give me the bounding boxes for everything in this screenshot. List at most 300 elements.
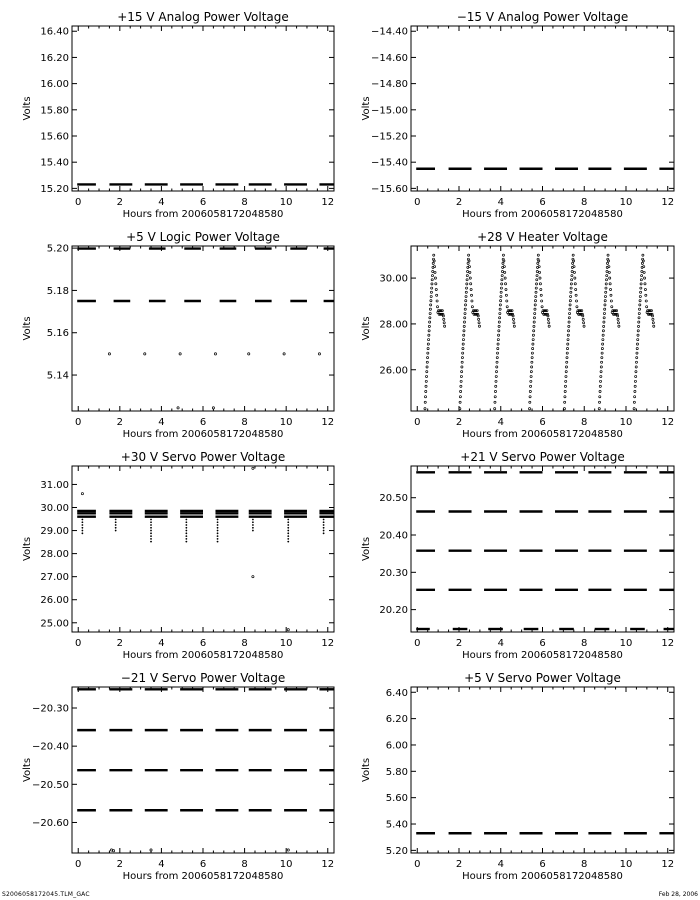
data-point: [600, 380, 602, 382]
y-tick-label: 16.40: [40, 26, 69, 38]
data-point: [541, 300, 543, 302]
data-point: [567, 339, 569, 341]
data-point: [501, 270, 503, 272]
data-point: [429, 312, 431, 314]
y-tick-label: 26.00: [40, 595, 69, 607]
data-point: [433, 260, 435, 262]
data-point: [564, 390, 566, 392]
plot-frame: [411, 246, 674, 411]
data-point: [531, 361, 533, 363]
data-point: [605, 291, 607, 293]
data-point: [465, 295, 467, 297]
data-point: [566, 357, 568, 359]
data-point: [536, 275, 538, 277]
data-point: [496, 366, 498, 368]
data-point: [478, 318, 480, 320]
y-tick-label: 28.00: [379, 319, 408, 331]
chart-panel-5: [22, 450, 334, 661]
x-tick-label: 4: [497, 417, 504, 428]
data-point: [424, 401, 426, 403]
data-point: [444, 325, 446, 327]
y-tick-label: −15.40: [370, 157, 408, 169]
data-point: [539, 277, 541, 279]
data-point: [532, 339, 534, 341]
data-point: [323, 532, 325, 534]
data-point: [425, 375, 427, 377]
data-point: [572, 262, 574, 264]
data-point: [636, 348, 638, 350]
data-point: [217, 538, 219, 540]
data-point: [428, 334, 430, 336]
y-tick-label: 27.00: [40, 572, 69, 584]
data-point: [599, 390, 601, 392]
data-point: [494, 408, 496, 410]
y-tick-label: 30.00: [379, 273, 408, 285]
y-tick-label: 5.14: [46, 370, 69, 382]
data-point: [634, 380, 636, 382]
data-point: [502, 254, 504, 256]
data-point: [567, 343, 569, 345]
chart-title: −15 V Analog Power Voltage: [456, 10, 629, 24]
data-point: [81, 532, 83, 534]
data-point: [604, 308, 606, 310]
data-point: [609, 288, 611, 290]
data-point: [539, 271, 541, 273]
data-point: [633, 401, 635, 403]
data-point: [639, 300, 641, 302]
data-point: [634, 385, 636, 387]
data-point: [217, 530, 219, 532]
data-point: [536, 279, 538, 281]
data-point: [426, 371, 428, 373]
data-point: [582, 318, 584, 320]
data-point: [287, 521, 289, 523]
data-point: [425, 385, 427, 387]
data-point: [287, 629, 289, 631]
x-tick-label: 8: [241, 197, 248, 208]
data-point: [150, 524, 152, 526]
data-point: [603, 317, 605, 319]
data-point: [618, 325, 620, 327]
data-point: [252, 524, 254, 526]
data-point: [185, 527, 187, 529]
data-point: [468, 254, 470, 256]
data-point: [495, 380, 497, 382]
data-point: [607, 260, 609, 262]
y-axis-label: Volts: [22, 757, 33, 783]
data-point: [431, 275, 433, 277]
data-point: [534, 300, 536, 302]
x-axis-label: Hours from 2006058172048580: [462, 650, 623, 661]
data-point: [427, 357, 429, 359]
data-point: [460, 375, 462, 377]
data-point: [575, 288, 577, 290]
x-tick-label: 2: [116, 859, 124, 870]
data-point: [434, 277, 436, 279]
data-point: [576, 306, 578, 308]
x-axis-label: Hours from 2006058172048580: [122, 429, 284, 440]
y-tick-label: 20.30: [379, 567, 408, 579]
data-point: [574, 277, 576, 279]
data-point: [427, 343, 429, 345]
data-point: [617, 318, 619, 320]
data-point: [534, 312, 536, 314]
y-tick-label: 6.20: [385, 714, 408, 726]
data-point: [150, 538, 152, 540]
y-tick-label: 15.60: [40, 131, 69, 143]
data-point: [605, 283, 607, 285]
data-point: [468, 266, 470, 268]
data-point: [467, 270, 469, 272]
x-tick-label: 6: [199, 859, 207, 870]
data-point: [566, 361, 568, 363]
data-point: [432, 270, 434, 272]
x-tick-label: 2: [455, 638, 463, 649]
data-point: [495, 371, 497, 373]
data-point: [564, 401, 566, 403]
x-tick-label: 0: [75, 859, 82, 870]
data-point: [463, 334, 465, 336]
data-point: [500, 291, 502, 293]
data-point: [566, 352, 568, 354]
data-point: [564, 385, 566, 387]
data-point: [573, 260, 575, 262]
data-point: [460, 390, 462, 392]
data-point: [601, 352, 603, 354]
y-tick-label: −15.20: [370, 131, 408, 143]
x-tick-label: 12: [661, 197, 675, 208]
data-point: [431, 287, 433, 289]
x-tick-label: 12: [661, 638, 675, 649]
chart-title: +15 V Analog Power Voltage: [117, 10, 289, 24]
data-point: [430, 295, 432, 297]
data-point: [460, 380, 462, 382]
data-point: [534, 308, 536, 310]
x-tick-label: 12: [321, 417, 335, 428]
data-point: [470, 288, 472, 290]
data-point: [429, 321, 431, 323]
data-point: [217, 521, 219, 523]
y-tick-label: 15.80: [40, 105, 69, 117]
data-point: [462, 352, 464, 354]
data-point: [150, 535, 152, 537]
data-point: [602, 339, 604, 341]
x-tick-label: 0: [414, 859, 421, 870]
data-point: [640, 291, 642, 293]
data-point: [323, 519, 325, 521]
data-point: [185, 538, 187, 540]
y-axis-label: Volts: [361, 316, 372, 341]
data-point: [496, 352, 498, 354]
data-point: [323, 530, 325, 532]
data-point: [252, 519, 254, 521]
data-point: [470, 294, 472, 296]
data-point: [538, 266, 540, 268]
x-tick-label: 10: [619, 638, 633, 649]
data-point: [534, 304, 536, 306]
data-point: [424, 396, 426, 398]
y-tick-label: 16.20: [40, 52, 69, 64]
data-point: [504, 271, 506, 273]
data-point: [462, 339, 464, 341]
data-point: [112, 850, 114, 852]
y-tick-label: 29.00: [40, 526, 69, 538]
data-point: [567, 334, 569, 336]
data-point: [430, 304, 432, 306]
data-point: [427, 348, 429, 350]
y-axis-label: Volts: [22, 536, 33, 562]
data-point: [217, 527, 219, 529]
data-point: [466, 275, 468, 277]
data-point: [575, 294, 577, 296]
data-point: [641, 270, 643, 272]
y-tick-label: 5.20: [46, 243, 69, 255]
data-point: [503, 266, 505, 268]
data-point: [568, 325, 570, 327]
data-point: [571, 270, 573, 272]
data-point: [530, 380, 532, 382]
data-point: [431, 279, 433, 281]
data-point: [605, 287, 607, 289]
y-tick-label: 31.00: [40, 479, 69, 491]
data-point: [287, 527, 289, 529]
y-tick-label: 20.50: [379, 493, 408, 505]
data-point: [466, 283, 468, 285]
data-point: [569, 312, 571, 314]
chart-title: +30 V Servo Power Voltage: [120, 450, 286, 464]
data-point: [638, 317, 640, 319]
data-point: [600, 366, 602, 368]
x-axis-label: Hours from 2006058172048580: [122, 650, 284, 661]
data-point: [506, 306, 508, 308]
data-point: [497, 339, 499, 341]
data-point: [459, 396, 461, 398]
data-point: [506, 300, 508, 302]
data-point: [150, 519, 152, 521]
data-point: [512, 315, 514, 317]
data-point: [432, 262, 434, 264]
data-point: [430, 300, 432, 302]
data-point: [252, 521, 254, 523]
data-point: [185, 524, 187, 526]
data-point: [436, 306, 438, 308]
x-tick-label: 10: [279, 197, 293, 208]
y-tick-label: 5.16: [46, 328, 69, 340]
data-point: [115, 530, 117, 532]
x-axis-label: Hours from 2006058172048580: [462, 209, 623, 220]
data-point: [529, 401, 531, 403]
y-tick-label: 6.00: [385, 740, 408, 752]
data-point: [115, 521, 117, 523]
x-tick-label: 6: [539, 638, 546, 649]
data-point: [531, 352, 533, 354]
data-point: [500, 287, 502, 289]
data-point: [639, 304, 641, 306]
x-tick-label: 8: [581, 859, 588, 870]
data-point: [642, 254, 644, 256]
data-point: [81, 527, 83, 529]
chart-panel-2: [361, 10, 674, 220]
data-point: [497, 343, 499, 345]
data-point: [469, 271, 471, 273]
data-point: [565, 366, 567, 368]
x-tick-label: 12: [321, 197, 335, 208]
data-point: [212, 407, 214, 409]
data-point: [424, 408, 426, 410]
data-point: [498, 330, 500, 332]
y-tick-label: 5.20: [385, 845, 408, 857]
data-point: [144, 353, 146, 355]
data-point: [494, 396, 496, 398]
x-tick-label: 4: [158, 638, 165, 649]
data-point: [252, 530, 254, 532]
data-point: [533, 321, 535, 323]
data-point: [499, 312, 501, 314]
data-point: [637, 339, 639, 341]
data-point: [471, 306, 473, 308]
data-point: [426, 366, 428, 368]
chart-title: +5 V Servo Power Voltage: [464, 671, 621, 685]
data-point: [179, 353, 181, 355]
data-point: [318, 353, 320, 355]
data-point: [81, 524, 83, 526]
data-point: [570, 295, 572, 297]
data-point: [442, 315, 444, 317]
chart-title: +21 V Servo Power Voltage: [460, 450, 625, 464]
y-tick-label: −15.60: [370, 183, 408, 195]
data-point: [465, 287, 467, 289]
y-tick-label: −20.30: [31, 703, 69, 715]
x-tick-label: 12: [321, 859, 335, 870]
data-point: [477, 315, 479, 317]
x-tick-label: 4: [497, 638, 504, 649]
data-point: [434, 266, 436, 268]
data-point: [529, 408, 531, 410]
data-point: [185, 519, 187, 521]
data-point: [499, 304, 501, 306]
data-point: [639, 295, 641, 297]
data-point: [499, 317, 501, 319]
data-point: [540, 294, 542, 296]
data-point: [634, 390, 636, 392]
data-point: [433, 254, 435, 256]
data-point: [431, 283, 433, 285]
chart-panel-6: [361, 450, 674, 661]
data-point: [646, 306, 648, 308]
data-point: [538, 260, 540, 262]
data-point: [150, 527, 152, 529]
data-point: [636, 357, 638, 359]
data-point: [470, 283, 472, 285]
data-point: [478, 325, 480, 327]
data-point: [115, 519, 117, 521]
x-axis-label: Hours from 2006058172048580: [122, 209, 284, 220]
data-point: [563, 408, 565, 410]
data-point: [497, 348, 499, 350]
data-point: [115, 527, 117, 529]
x-axis-label: Hours from 2006058172048580: [122, 871, 284, 882]
data-point: [637, 330, 639, 332]
footer-date: Feb 28, 2006: [658, 891, 698, 898]
data-point: [638, 321, 640, 323]
footer-filename: S2006058172045.TLM_GAC: [2, 891, 90, 898]
data-point: [652, 318, 654, 320]
data-point: [502, 262, 504, 264]
y-tick-label: 16.00: [40, 79, 69, 91]
data-point: [287, 849, 289, 851]
data-point: [443, 322, 445, 324]
data-point: [217, 519, 219, 521]
data-point: [603, 312, 605, 314]
data-point: [600, 371, 602, 373]
data-point: [599, 396, 601, 398]
data-point: [426, 361, 428, 363]
data-point: [505, 288, 507, 290]
data-point: [500, 300, 502, 302]
data-point: [571, 279, 573, 281]
data-point: [461, 361, 463, 363]
data-point: [598, 408, 600, 410]
data-point: [287, 524, 289, 526]
data-point: [464, 304, 466, 306]
x-axis-label: Hours from 2006058172048580: [462, 871, 623, 882]
data-point: [604, 300, 606, 302]
data-point: [252, 576, 254, 578]
data-point: [150, 530, 152, 532]
data-point: [568, 321, 570, 323]
data-point: [500, 295, 502, 297]
y-tick-label: 15.40: [40, 157, 69, 169]
data-point: [635, 366, 637, 368]
data-point: [529, 396, 531, 398]
data-point: [513, 325, 515, 327]
x-tick-label: 12: [661, 417, 675, 428]
x-tick-label: 8: [581, 417, 588, 428]
data-point: [565, 375, 567, 377]
x-tick-label: 0: [414, 417, 421, 428]
data-point: [185, 541, 187, 543]
data-point: [642, 260, 644, 262]
x-tick-label: 6: [539, 859, 546, 870]
y-tick-label: 25.00: [40, 618, 69, 630]
data-point: [530, 371, 532, 373]
y-tick-label: −15.00: [370, 105, 408, 117]
plot-frame: [72, 26, 334, 191]
y-tick-label: 15.20: [40, 183, 69, 195]
data-point: [323, 524, 325, 526]
data-point: [573, 266, 575, 268]
x-tick-label: 8: [241, 638, 248, 649]
data-point: [287, 519, 289, 521]
y-tick-label: 5.80: [385, 766, 408, 778]
x-tick-label: 10: [619, 417, 633, 428]
data-point: [494, 401, 496, 403]
data-point: [635, 371, 637, 373]
y-axis-label: Volts: [361, 757, 372, 783]
data-point: [434, 271, 436, 273]
data-series: [424, 254, 655, 410]
data-point: [459, 408, 461, 410]
data-point: [635, 375, 637, 377]
data-point: [248, 353, 250, 355]
data-point: [428, 330, 430, 332]
data-series: [77, 689, 333, 852]
data-point: [115, 524, 117, 526]
plot-frame: [72, 246, 334, 411]
data-point: [81, 521, 83, 523]
data-point: [602, 343, 604, 345]
data-point: [602, 330, 604, 332]
